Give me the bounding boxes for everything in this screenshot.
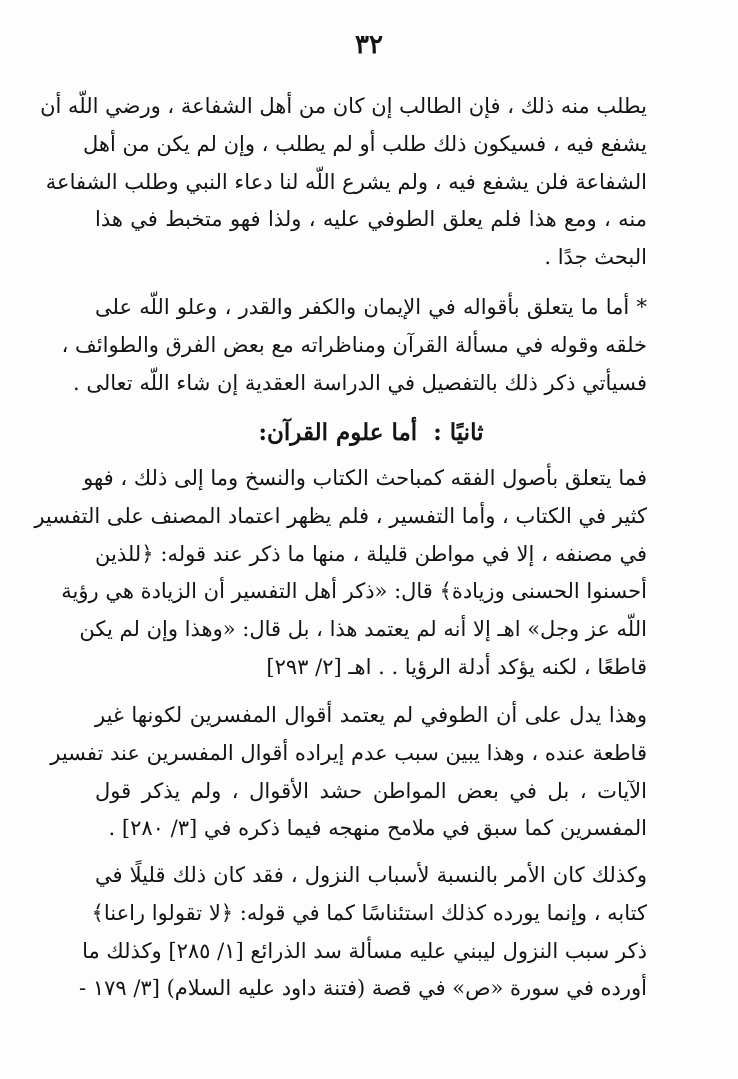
- text-line: اللّه عز وجل» اهـ إلا أنه لم يعتمد هذا ، بل قال: «وهذا وإن لم يكن: [79, 617, 647, 642]
- text-line: وكذلك كان الأمر بالنسبة لأسباب النزول ، فقد كان ذلك قليلًا في: [95, 863, 647, 887]
- text-line: وهذا يدل على أن الطوفي لم يعتمد أقوال المفسرين لكونها غير: [95, 703, 647, 727]
- text-line: قاطعًا ، لكنه يؤكد أدلة الرؤيا . . اهـ [٢/ ٢٩٣]: [266, 654, 647, 679]
- text-line: يطلب منه ذلك ، فإن الطالب إن كان من أهل الشفاعة ، ورضي اللّه أن: [40, 94, 647, 118]
- text-line: الشفاعة فلن يشفع فيه ، ولم يشرع اللّه لنا دعاء النبي وطلب الشفاعة: [45, 169, 647, 194]
- text-line: الآيات ، بل في بعض المواطن حشد الأقوال ، ولم يذكر قول: [95, 778, 647, 803]
- heading-title: أما علوم القرآن:: [258, 419, 418, 446]
- text-line: كتابه ، وإنما يورده كذلك استئناسًا كما في قوله: ﴿لا تقولوا راعنا﴾: [91, 900, 647, 925]
- paragraph-1: [40, 88, 647, 277]
- text-line: البحث جدًا .: [544, 245, 647, 270]
- text-line: منه ، ومع هذا فلم يعلق الطوفي عليه ، ولذا فهو متخبط في هذا: [95, 207, 647, 232]
- heading-label: ثانيًا :: [433, 419, 484, 446]
- paragraph-2: [61, 289, 647, 402]
- text-line: المفسرين كما سبق في ملامح منهجه فيما ذكره في [٣/ ٢٨٠] .: [108, 816, 647, 841]
- text-line: خلقه وقوله في مسألة القرآن ومناظراته مع بعض الفرق والطوائف ،: [61, 332, 647, 357]
- paragraph-4: [50, 697, 647, 848]
- paragraph-5: [79, 857, 647, 1008]
- paragraph-3: [34, 460, 647, 687]
- text-line: يشفع فيه ، فسيكون ذلك طلب أو لم يطلب ، وإن لم يكن من أهل: [83, 131, 647, 156]
- text-line: أورده في سورة «ص» في قصة (فتنة داود عليه السلام) [٣/ ١٧٩ -: [79, 976, 647, 1001]
- text-line: * أما ما يتعلق بأقواله في الإيمان والكفر والقدر ، وعلو اللّه على: [95, 295, 647, 319]
- text-line: ذكر سبب النزول ليبني عليه مسألة سد الذرائع [١/ ٢٨٥] وكذلك ما: [82, 938, 647, 963]
- text-line: قاطعة عنده ، وهذا يبين سبب عدم إيراده أقوال المفسرين عند تفسير: [50, 740, 647, 765]
- text-line: كثير في الكتاب ، وأما التفسير ، فلم يظهر اعتماد المصنف على التفسير: [34, 503, 647, 528]
- text-line: في مصنفه ، إلا في مواطن قليلة ، منها ما ذكر عند قوله: ﴿للذين: [95, 541, 647, 566]
- section-heading: [95, 413, 647, 453]
- text-line: فما يتعلق بأصول الفقه كمباحث الكتاب والنسخ وما إلى ذلك ، فهو: [83, 466, 647, 490]
- page-number: ٣٢: [355, 30, 383, 60]
- text-line: أحسنوا الحسنى وزيادة﴾ قال: «ذكر أهل التفسير أن الزيادة هي رؤية: [61, 579, 647, 604]
- text-line: فسيأتي ذكر ذلك بالتفصيل في الدراسة العقدية إن شاء اللّه تعالى .: [73, 370, 647, 395]
